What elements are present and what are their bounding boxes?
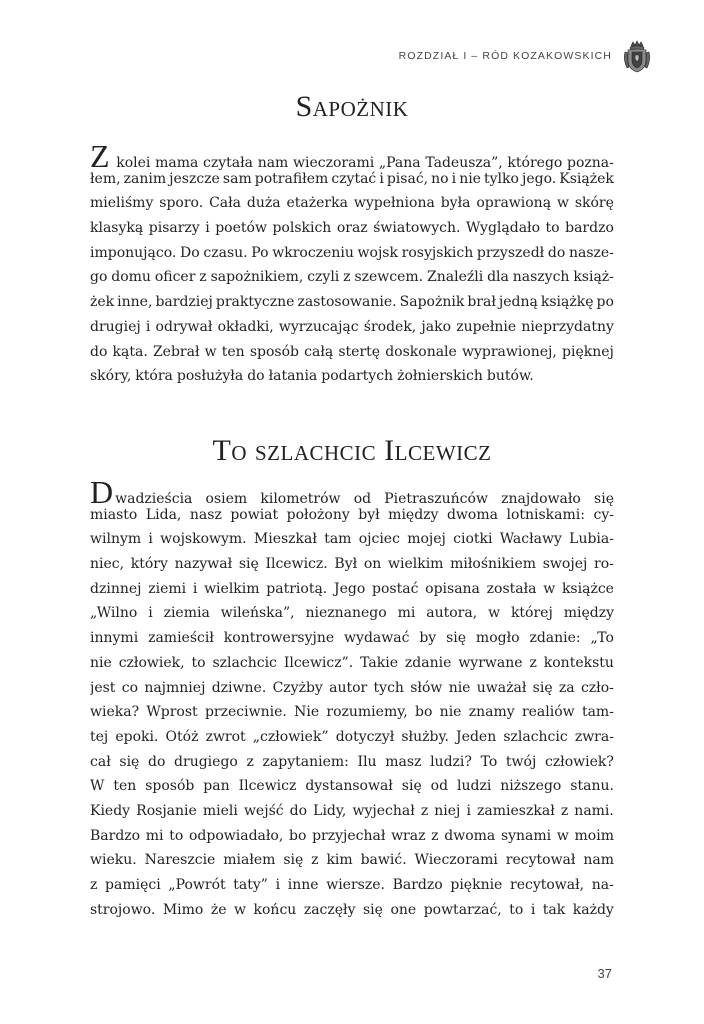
section-title-sapoznik: Sapożnik xyxy=(295,90,409,123)
heraldic-crest-icon xyxy=(622,40,652,74)
text-line: innymi zamieścił kontrowersyjne wydawać by się mogło zdanie: „To xyxy=(90,630,614,647)
text-line: łem, zanim jeszcze sam potrafiłem czytać i pisać, no i nie tylko jego. Książek xyxy=(90,170,614,187)
text-line: go domu oficer z sapożnikiem, czyli z szewcem. Znaleźli dla naszych książ- xyxy=(90,269,614,286)
text-line: klasyką pisarzy i poetów polskich oraz światowych. Wyglądało to bardzo xyxy=(90,220,614,237)
section-body-sapoznik xyxy=(90,146,614,393)
text-line: drugiej i odrywał okładki, wyrzucając środek, jako zupełnie nieprzydatny xyxy=(90,318,614,335)
text-line: miasto Lida, nasz powiat położony był między dwoma lotniskami: cy- xyxy=(90,506,614,523)
section-body-ilcewicz xyxy=(90,482,614,926)
text-line: wilnym i wojskowym. Mieszkał tam ojciec mojej ciotki Wacławy Lubia- xyxy=(90,531,614,548)
text-line: tej epoki. Otóż zwrot „człowiek” dotyczył służby. Jeden szlachcic zwra- xyxy=(90,728,614,745)
text-line: imponująco. Do czasu. Po wkroczeniu wojsk rosyjskich przyszedł do nasze- xyxy=(90,244,614,261)
text-line: „Wilno i ziemia wileńska”, nieznanego mi autora, w której między xyxy=(90,605,614,622)
text-line: Kiedy Rosjanie mieli wejść do Lidy, wyjechał z niej i zamieszkał z nami. xyxy=(90,802,614,819)
text-line: wieku. Nareszcie miałem się z kim bawić. Wieczorami recytował nam xyxy=(90,852,614,869)
text-line: wieka? Wprost przeciwnie. Nie rozumiemy, bo nie znamy realiów tam- xyxy=(90,704,614,721)
text-line: Z kolei mama czytała nam wieczorami „Pana Tadeusza”, którego pozna- xyxy=(90,146,614,171)
text-line: Bardzo mi to odpowiadało, bo przyjechał wraz z dwoma synami w moim xyxy=(90,827,614,844)
text-line: żek inne, bardziej praktyczne zastosowanie. Sapożnik brał jedną książkę po xyxy=(90,294,614,311)
text-line: niec, który nazywał się Ilcewicz. Był on wielkim miłośnikiem swojej ro- xyxy=(90,556,614,573)
text-line: W ten sposób pan Ilcewicz dystansował się od ludzi niższego stanu. xyxy=(90,778,614,795)
page-number: 37 xyxy=(597,966,612,981)
text-line: z pamięci „Powrót taty” i inne wiersze. Bardzo pięknie recytował, na- xyxy=(90,877,614,893)
text-line: jest co najmniej dziwne. Czyżby autor tych słów nie uważał się za czło- xyxy=(90,679,614,696)
text-line: strojowo. Mimo że w końcu zaczęły się one powtarzać, to i tak każdy xyxy=(90,901,614,918)
running-head: ROZDZIAŁ I – RÓD KOZAKOWSKICH xyxy=(398,50,612,62)
section-title-ilcewicz: To szlachcic Ilcewicz xyxy=(212,434,492,467)
text-line: dzinnej ziemi i wielkim patriotą. Jego postać opisana została w książce xyxy=(90,580,614,597)
text-line: cał się do drugiego z zapytaniem: Ilu masz ludzi? To twój człowiek? xyxy=(90,753,614,770)
text-line: Dwadzieścia osiem kilometrów od Pietraszuńców znajdowało się xyxy=(90,482,614,507)
text-line: mieliśmy sporo. Cała duża etażerka wypełniona była oprawioną w skórę xyxy=(90,195,614,212)
text-line: do kąta. Zebrał w ten sposób całą stertę doskonale wyprawionej, pięknej xyxy=(90,343,614,360)
text-line: skóry, która posłużyła do łatania podartych żołnierskich butów. xyxy=(90,368,534,385)
text-line: nie człowiek, to szlachcic Ilcewicz”. Takie zdanie wyrwane z kontekstu xyxy=(90,654,614,671)
